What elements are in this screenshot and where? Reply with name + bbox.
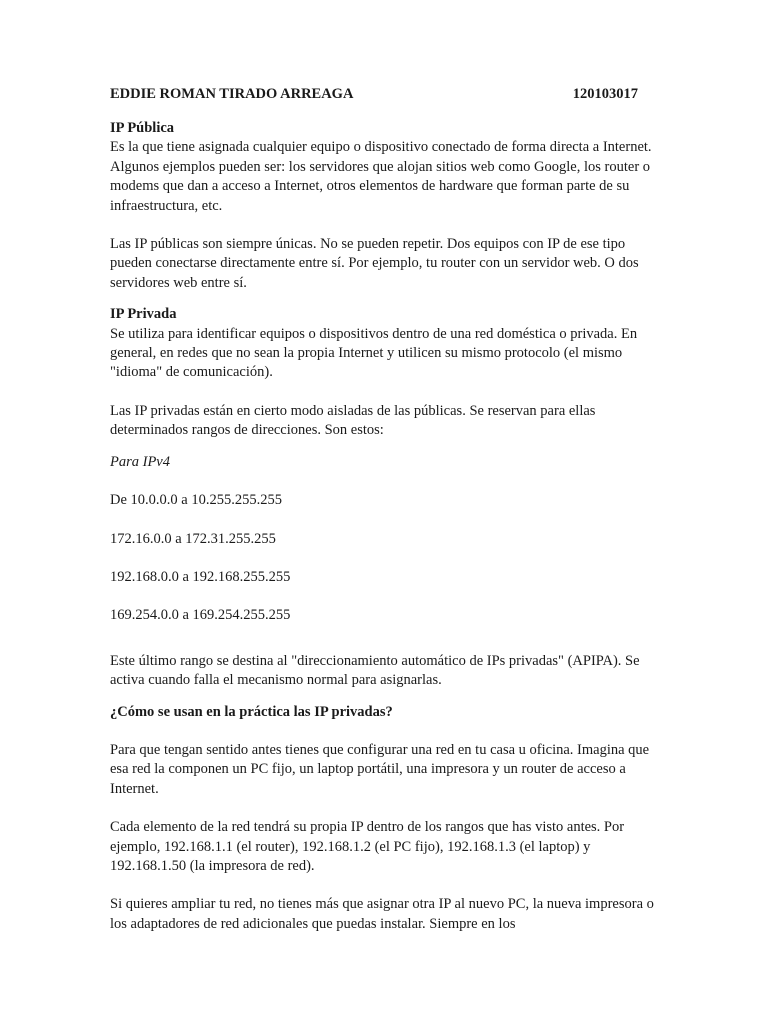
paragraph-usage-1: Para que tengan sentido antes tienes que configurar una red en tu casa u oficina. Imagina que esa red la componen un PC fijo, un laptop portátil, una impresora y un router de acceso a Internet. <box>110 741 650 797</box>
author-name: EDDIE ROMAN TIRADO ARREAGA <box>110 86 354 102</box>
heading-ip-publica: IP Pública <box>110 120 175 136</box>
paragraph-private-1: Se utiliza para identificar equipos o dispositivos dentro de una red doméstica o privada. En general, en redes que no sean la propia Internet y utilicen su mismo protocolo (el mismo "idioma" de comunicación). <box>110 325 638 381</box>
heading-ip-privada: IP Privada <box>110 306 177 323</box>
range-item: 172.16.0.0 a 172.31.255.255 <box>110 530 276 547</box>
range-item: 192.168.0.0 a 192.168.255.255 <box>110 568 291 585</box>
paragraph-private-3: Este último rango se destina al "direccionamiento automático de IPs privadas" (APIPA). Se activa cuando falla el mecanismo normal para asignarlas. <box>110 652 640 689</box>
paragraph-usage-3: Si quieres ampliar tu red, no tienes más que asignar otra IP al nuevo PC, la nueva impresora o los adaptadores de red adicionales que puedas instalar. Siempre en los <box>110 896 654 932</box>
paragraph-public-2: Las IP públicas son siempre únicas. No se pueden repetir. Dos equipos con IP de ese tipo pueden conectarse directamente entre sí. Por ejemplo, tu router con un servidor web. O dos servidores web entre sí. <box>110 236 639 291</box>
paragraph-private-2: Las IP privadas están en cierto modo aisladas de las públicas. Se reservan para ellas determinados rangos de direcciones. Son estos: <box>110 402 596 439</box>
paragraph-public-1: Es la que tiene asignada cualquier equipo o dispositivo conectado de forma directa a Internet. Algunos ejemplos pueden ser: los servidores que alojan sitios web como Google, los router o modems que dan a acceso a Internet, otros elementos de hardware que forman parte de su infraestructura, etc. <box>110 139 652 214</box>
heading-como-se-usan: ¿Cómo se usan en la práctica las IP privadas? <box>110 703 393 720</box>
range-item: 169.254.0.0 a 169.254.255.255 <box>110 607 291 624</box>
range-item: De 10.0.0.0 a 10.255.255.255 <box>110 492 282 509</box>
paragraph-usage-2: Cada elemento de la red tendrá su propia IP dentro de los rangos que has visto antes. Por ejemplo, 192.168.1.1 (el router), 192.168.1.2 (el PC fijo), 192.168.1.3 (el laptop) y 192.168.1.50 (la impresora de red). <box>110 819 625 874</box>
subtitle-ipv4: Para IPv4 <box>110 453 170 470</box>
document-page <box>110 85 660 934</box>
document-header <box>110 85 660 105</box>
student-id: 120103017 <box>572 86 638 102</box>
